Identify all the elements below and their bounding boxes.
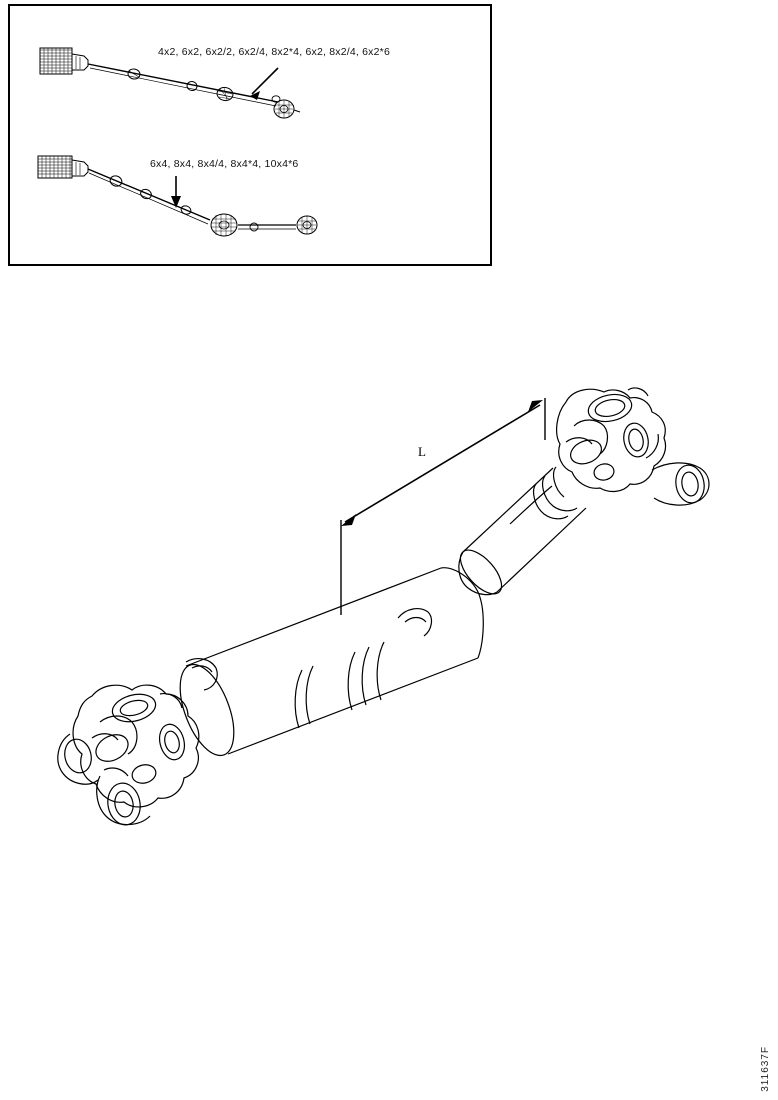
rear-universal-joint: [557, 388, 666, 491]
lower-gearbox-block: [38, 156, 88, 178]
driveline-configuration-inset: [8, 4, 492, 266]
upper-callout-arrow: [250, 68, 278, 100]
rear-bearing-cap: [652, 463, 709, 505]
rear-tube: [453, 467, 586, 601]
schematic-label-lower: 6x4, 8x4, 8x4/4, 8x4*4, 10x4*6: [150, 158, 299, 170]
upper-driveshaft: [88, 64, 300, 118]
propeller-shaft-assembly-drawing: [0, 330, 778, 950]
lower-driveshaft: [88, 169, 317, 236]
front-bearing-cap: [58, 734, 150, 827]
front-universal-joint: [73, 685, 199, 807]
dimension-line-L: [341, 398, 545, 615]
schematic-label-upper: 4x2, 6x2, 6x2/2, 6x2/4, 8x2*4, 6x2, 8x2/4, 6x2*6: [158, 46, 390, 58]
upper-gearbox-block: [40, 48, 88, 74]
lower-callout-arrow: [171, 176, 181, 208]
center-tube: [169, 568, 483, 763]
figure-code: 311637F: [760, 1046, 771, 1092]
front-yoke-ear: [186, 659, 217, 690]
dimension-label-L: L: [418, 444, 426, 459]
